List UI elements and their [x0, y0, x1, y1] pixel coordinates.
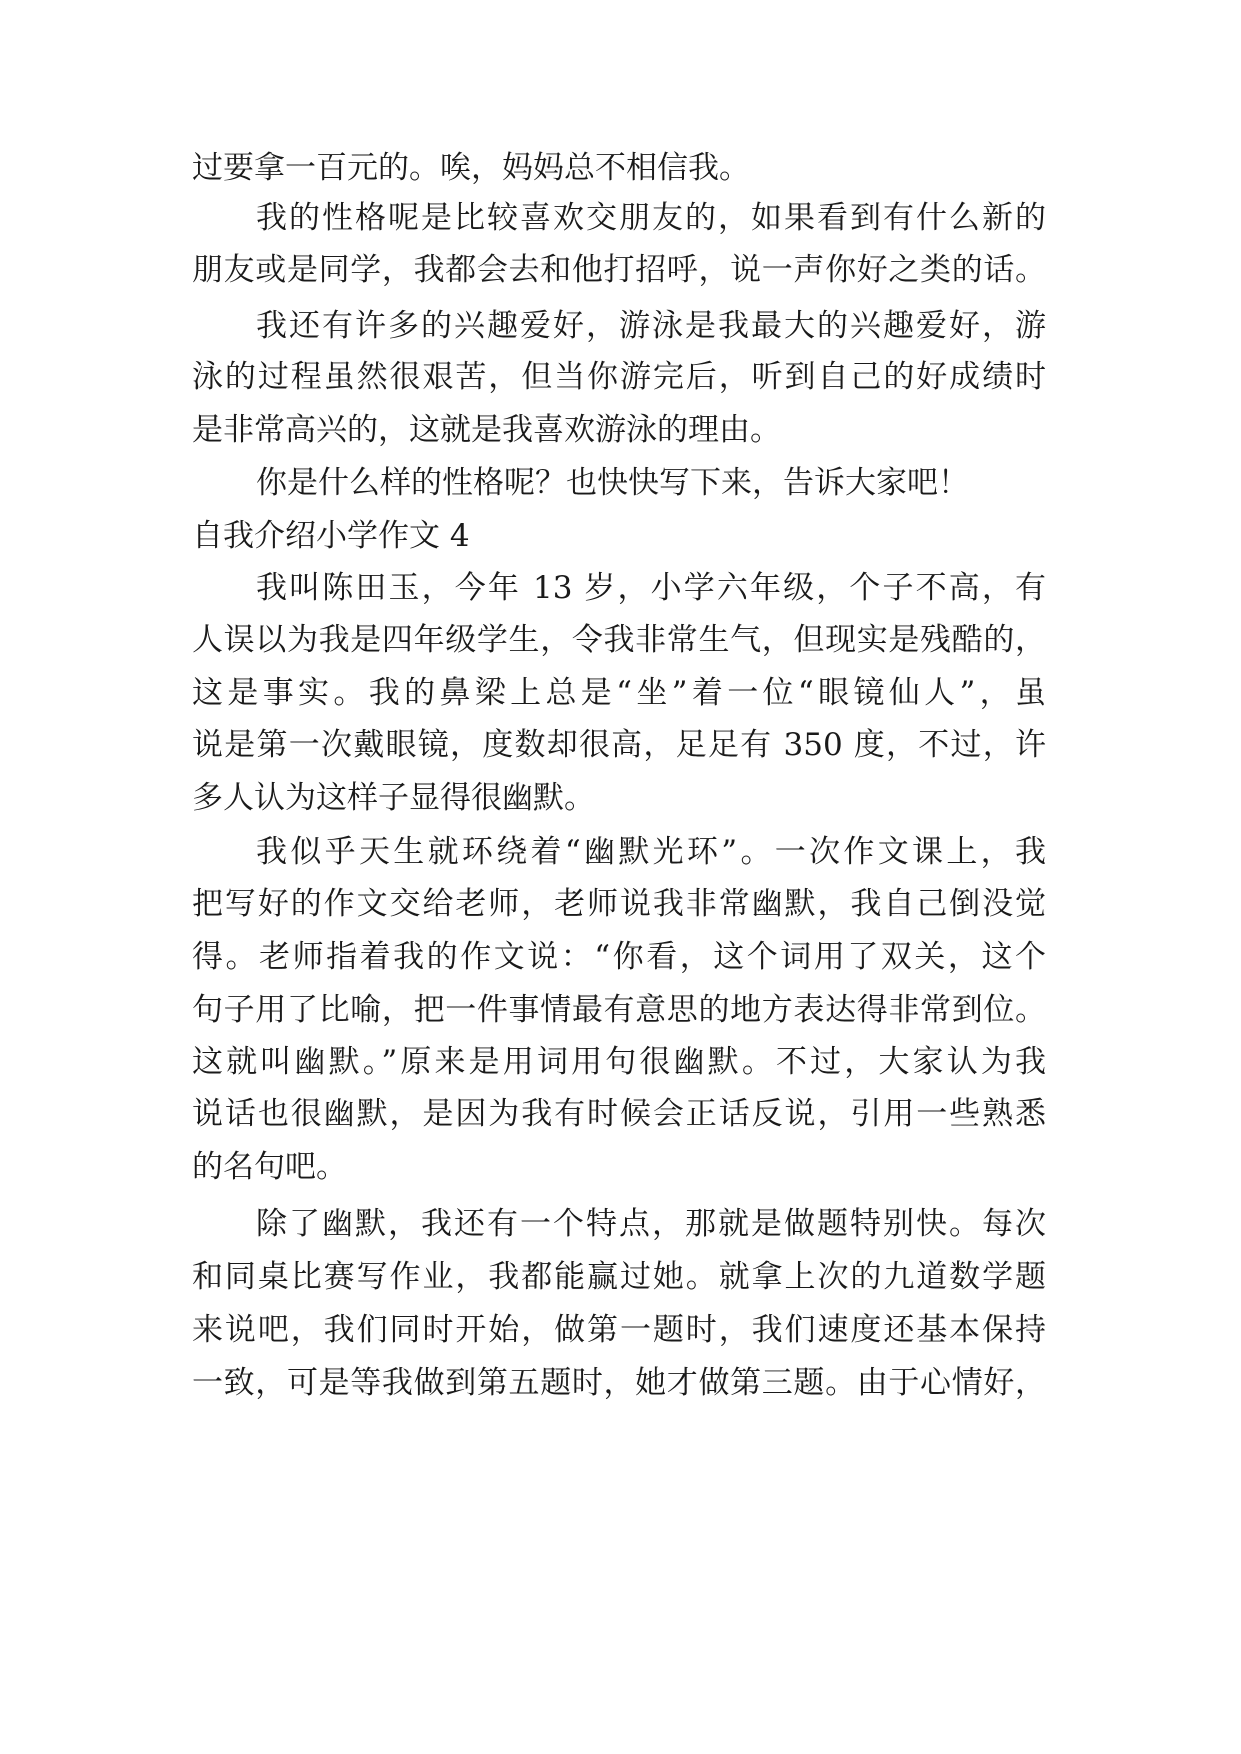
- text-line: 多人认为这样子显得很幽默。: [192, 780, 595, 816]
- text-line: 把写好的作文交给老师，老师说我非常幽默，我自己倒没觉: [192, 886, 1046, 922]
- text-line: 这就叫幽默。”原来是用词用句很幽默。不过，大家认为我: [192, 1044, 1046, 1080]
- text-line: 说话也很幽默，是因为我有时候会正话反说，引用一些熟悉: [192, 1096, 1046, 1132]
- text-line: 人误以为我是四年级学生，令我非常生气，但现实是残酷的，: [192, 622, 1046, 658]
- text-line: 过要拿一百元的。唉，妈妈总不相信我。: [192, 150, 750, 186]
- text-line: 说是第一次戴眼镜，度数却很高，足足有 350 度，不过，许: [192, 727, 1046, 763]
- text-line: 我还有许多的兴趣爱好，游泳是我最大的兴趣爱好，游: [256, 308, 1046, 344]
- text-line: 你是什么样的性格呢？也快快写下来，告诉大家吧！: [256, 465, 969, 501]
- text-line: 除了幽默，我还有一个特点，那就是做题特别快。每次: [256, 1206, 1046, 1242]
- text-line: 来说吧，我们同时开始，做第一题时，我们速度还基本保持: [192, 1312, 1046, 1348]
- text-line: 朋友或是同学，我都会去和他打招呼，说一声你好之类的话。: [192, 252, 1046, 288]
- text-line: 得。老师指着我的作文说：“你看，这个词用了双关，这个: [192, 939, 1046, 975]
- text-line: 一致，可是等我做到第五题时，她才做第三题。由于心情好，: [192, 1365, 1046, 1401]
- text-line: 我叫陈田玉，今年 13 岁，小学六年级，个子不高，有: [256, 570, 1046, 606]
- text-line: 我的性格呢是比较喜欢交朋友的，如果看到有什么新的: [256, 200, 1046, 236]
- text-line: 我似乎天生就环绕着“幽默光环”。一次作文课上，我: [256, 834, 1046, 870]
- text-line: 泳的过程虽然很艰苦，但当你游完后，听到自己的好成绩时: [192, 359, 1046, 395]
- text-line: 这是事实。我的鼻梁上总是“坐”着一位“眼镜仙人”，虽: [192, 675, 1046, 711]
- text-line: 句子用了比喻，把一件事情最有意思的地方表达得非常到位。: [192, 992, 1046, 1028]
- text-line: 和同桌比赛写作业，我都能赢过她。就拿上次的九道数学题: [192, 1259, 1046, 1295]
- text-line: 是非常高兴的，这就是我喜欢游泳的理由。: [192, 412, 781, 448]
- section-heading: 自我介绍小学作文 4: [192, 518, 470, 554]
- text-line: 的名句吧。: [192, 1149, 347, 1185]
